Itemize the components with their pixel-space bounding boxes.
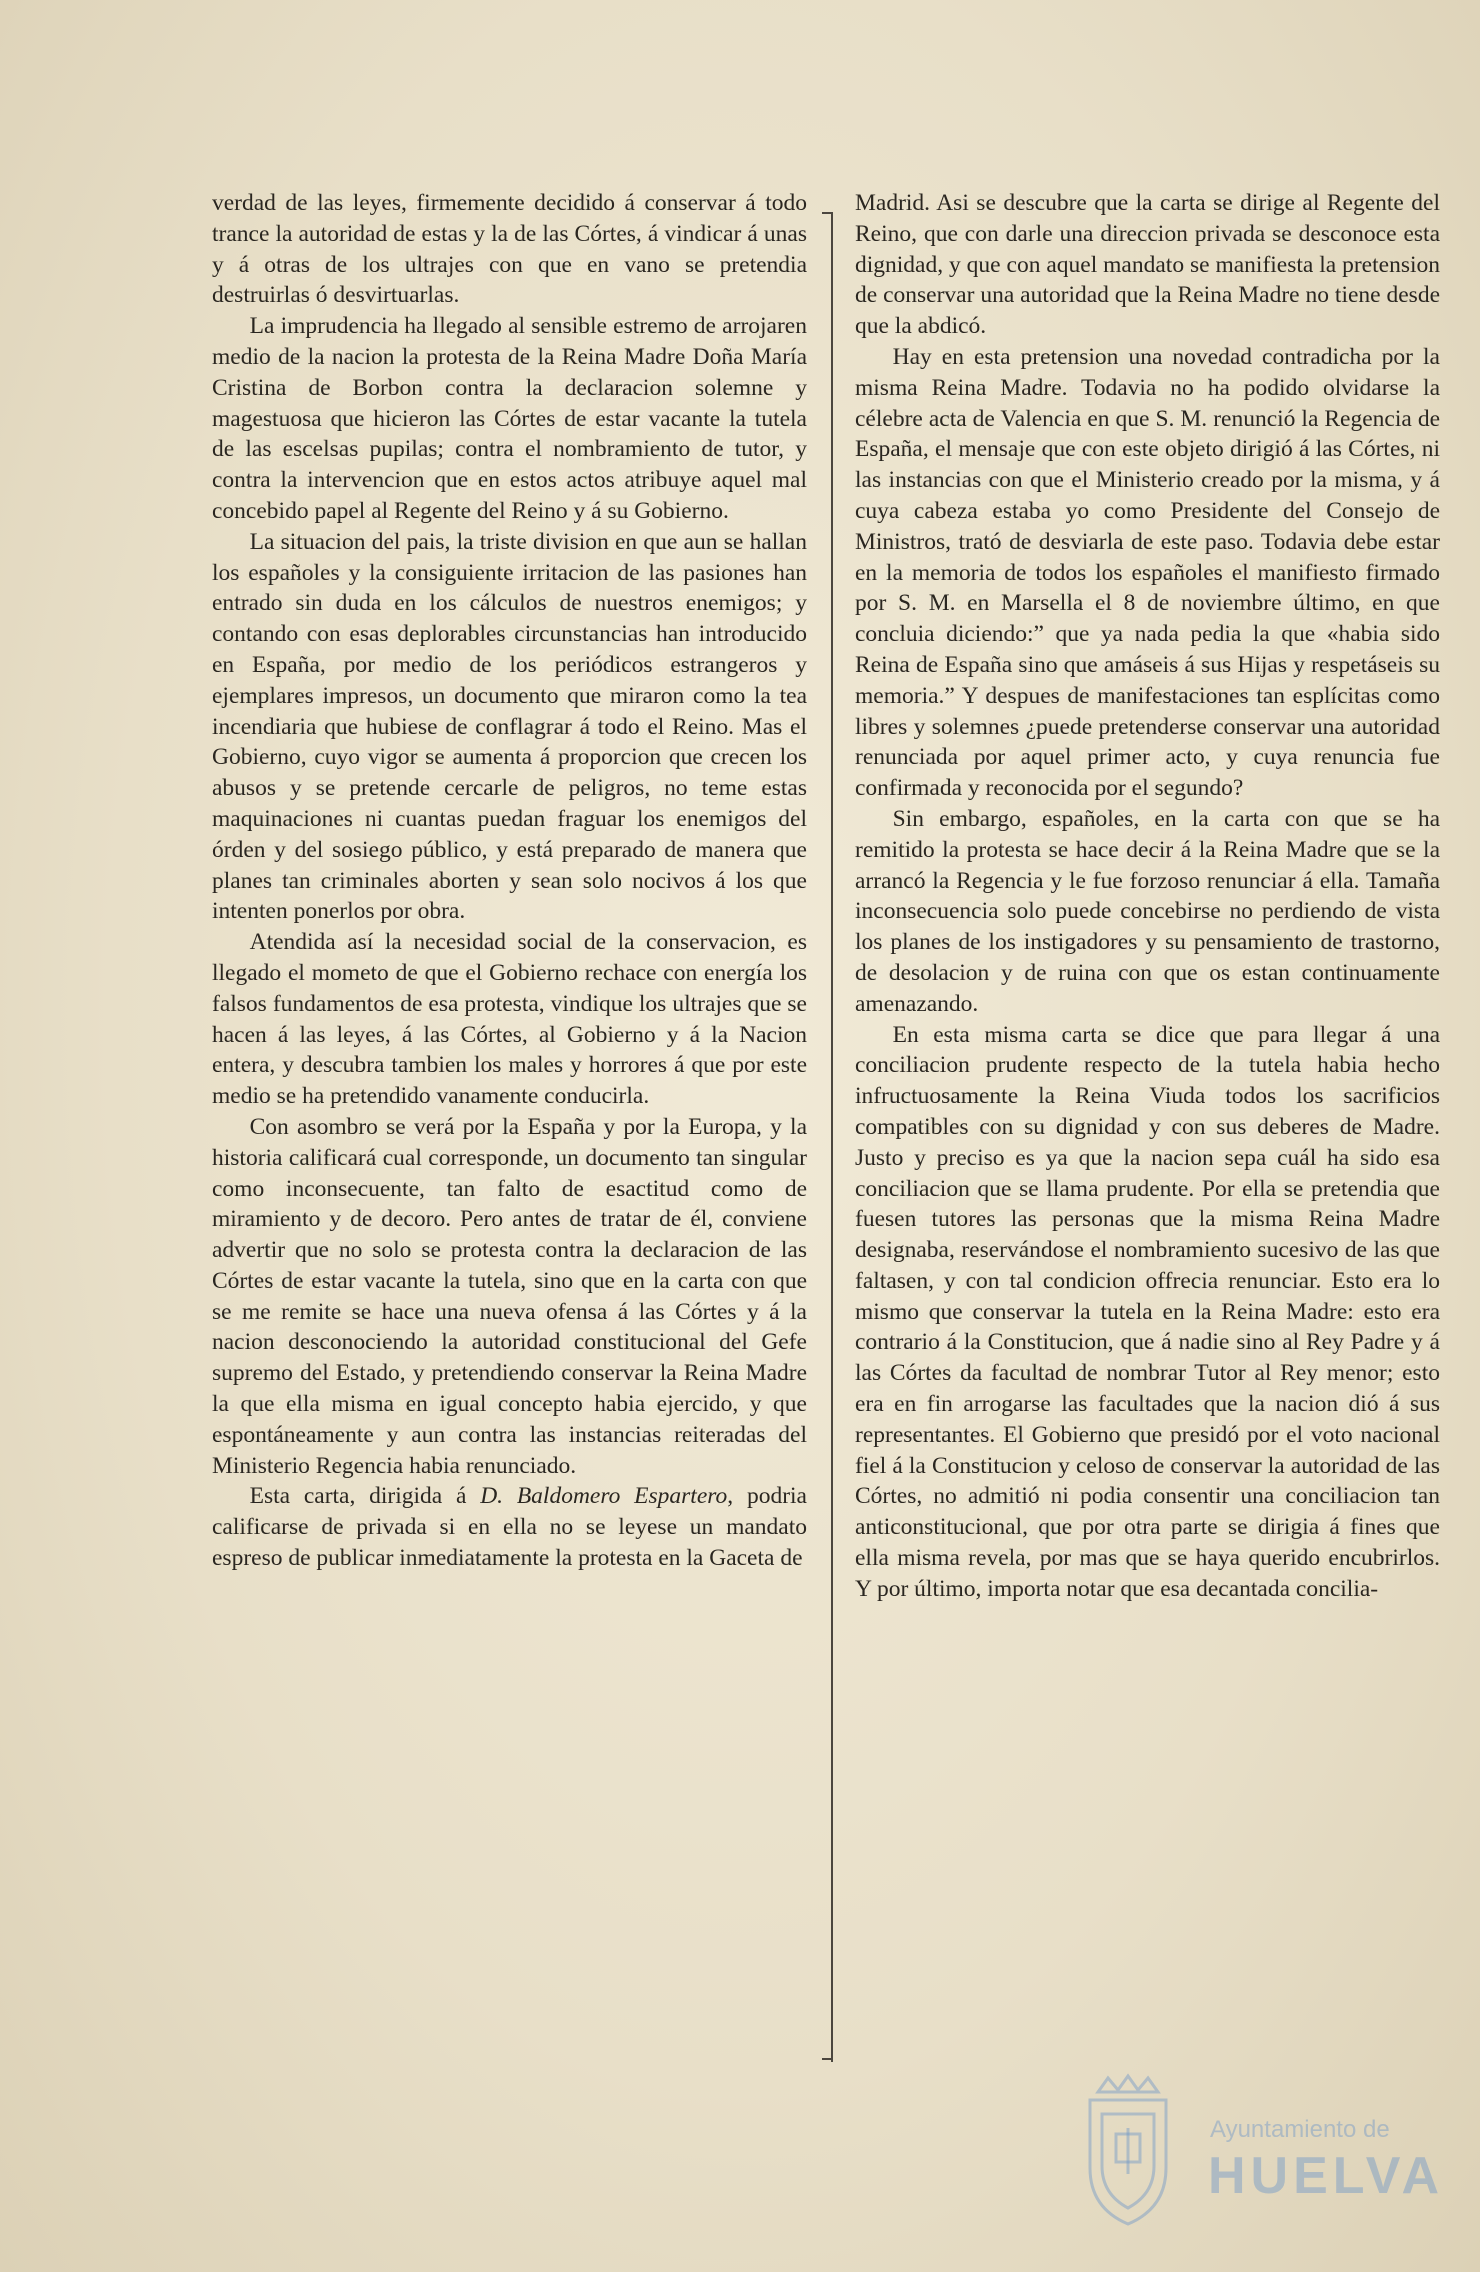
watermark-line2: HUELVA <box>1208 2147 1445 2205</box>
paragraph-text: , podria calificarse de privada si en ella no se leyese un mandato espreso de publicar inmediatamente la protesta en la Gaceta de <box>212 1483 807 1572</box>
paragraph <box>212 1481 807 1573</box>
watermark-line1: Ayuntamiento de <box>1210 2116 1390 2143</box>
margin-mark <box>822 212 831 214</box>
italic-name: D. Baldomero Espartero <box>480 1483 728 1510</box>
archive-watermark <box>1068 2070 1445 2230</box>
left-column <box>212 188 807 1574</box>
paragraph: Hay en esta pretension una novedad contradicha por la misma Reina Madre. Todavia no ha podido olvidarse la célebre acta de Valencia en que S. M. renunció la Regencia de España, el mensaje que con este objeto dirigió á las Córtes, ni las instancias con que el Ministerio creado por la misma, y á cuya cabeza estaba yo como Presidente del Consejo de Ministros, trató de desviarla de este paso. Todavia debe estar en la memoria de todos los españoles el manifiesto firmado por S. M. en Marsella el 8 de noviembre último, en que concluia diciendo:” que ya nada pedia la que «habia sido Reina de España sino que amáseis á sus Hijas y respetáseis su memoria.” Y despues de manifestaciones tan esplícitas como libres y solemnes ¿puede pretenderse conservar una autoridad renunciada por aquel primer acto, y cuya renuncia fue confirmada y reconocida por el segundo? <box>855 343 1440 802</box>
paragraph: La situacion del pais, la triste division en que aun se hallan los españoles y la consiguiente irritacion de las pasiones han entrado sin duda en los cálculos de nuestros enemigos; y contando con esas deplorables circunstancias han introducido en España, por medio de los periódicos estrangeros y ejemplares impresos, un documento que miraron como la tea incendiaria que hubiese de conflagrar á todo el Reino. Mas el Gobierno, cuyo vigor se aumenta á proporcion que crecen los abusos y se pretende cercarle de peligros, no teme estas maquinaciones ni cuantas puedan fraguar los enemigos del órden y del sosiego público, y está preparado de manera que planes tan criminales aborten y sean solo nocivos á los que intenten ponerlos por obra. <box>212 528 807 925</box>
right-column <box>855 188 1440 1605</box>
margin-mark <box>822 2058 831 2060</box>
paragraph: Sin embargo, españoles, en la carta con que se ha remitido la protesta se hace decir á la Reina Madre que se la arrancó la Regencia y le fue forzoso renunciar á ella. Tamaña inconsecuencia solo puede concebirse no perdiendo de vista los planes de los instigadores y su pensamiento de trastorno, de desolacion y de ruina con que os estan continuamente amenazando. <box>855 805 1440 1017</box>
paragraph-text: Esta carta, dirigida á <box>249 1483 481 1510</box>
column-divider <box>831 212 833 2062</box>
paragraph: La imprudencia ha llegado al sensible estremo de arrojaren medio de la nacion la protesta de la Reina Madre Doña María Cristina de Borbon contra la declaracion solemne y magestuosa que hicieron las Córtes de estar vacante la tutela de las escelsas pupilas; contra el nombramiento de tutor, y contra la intervencion que en estos actos atribuye aquel mal concebido papel al Regente del Reino y á su Gobierno. <box>212 313 807 524</box>
paragraph: En esta misma carta se dice que para llegar á una conciliacion prudente respecto de la tutela habia hecho infructuosamente la Reina Viuda todos los sacrificios compatibles con su dignidad y con sus deberes de Madre. Justo y preciso es ya que la nacion sepa cuál ha sido esa conciliacion que se llama prudente. Por ella se pretendia que fuesen tutores las personas que la misma Reina Madre designaba, reservándose el nombramiento sucesivo de las que faltasen, y con tal condicion offrecia renunciar. Esto era lo mismo que conservar la tutela en la Reina Madre: esto era contrario á la Constitucion, que á nadie sino al Rey Padre y á las Córtes da facultad de nombrar Tutor al Rey menor; esto era en fin arrogarse las facultades que la nacion dió á sus representantes. El Gobierno que presidó por el voto nacional fiel á la Constitucion y celoso de conservar la autoridad de las Córtes, no admitió ni podia consentir una conciliacion tan anticonstitucional, que por otra parte se dirigia á fines que ella misma revela, por mas que se haya querido encubrirlos. Y por último, importa notar que esa decantada concilia- <box>855 1021 1440 1602</box>
coat-of-arms-icon <box>1068 2070 1188 2230</box>
paragraph: Madrid. Asi se descubre que la carta se dirige al Regente del Reino, que con darle una direccion privada se desconoce esta dignidad, y que con aquel mandato se manifiesta la pretension de conservar una autoridad que la Reina Madre no tiene desde que la abdicó. <box>855 190 1440 340</box>
paragraph: Atendida así la necesidad social de la conservacion, es llegado el mometo de que el Gobierno rechace con energía los falsos fundamentos de esa protesta, vindique los ultrajes que se hacen á las leyes, á las Córtes, al Gobierno y á la Nacion entera, y descubra tambien los males y horrores á que por este medio se ha pretendido vanamente conducirla. <box>212 929 807 1110</box>
paragraph: Con asombro se verá por la España y por la Europa, y la historia calificará cual corresponde, un documento tan singular como inconsecuente, tan falto de esactitud como de miramiento y de decoro. Pero antes de tratar de él, conviene advertir que no solo se protesta contra la declaracion de las Córtes de estar vacante la tutela, sino que en la carta con que se me remite se hace una nueva ofensa á las Córtes y á la nacion desconociendo la autoridad constitucional del Gefe supremo del Estado, y pretendiendo conservar la Reina Madre la que ella misma en igual concepto habia ejercido, y que espontáneamente y aun contra las instancias reiteradas del Ministerio Regencia habia renunciado. <box>212 1113 807 1479</box>
paragraph: verdad de las leyes, firmemente decidido á conservar á todo trance la autoridad de estas y la de las Córtes, á vindicar á unas y á otras de los ultrajes con que en vano se pretendia destruirlas ó desvirtuarlas. <box>212 190 807 309</box>
